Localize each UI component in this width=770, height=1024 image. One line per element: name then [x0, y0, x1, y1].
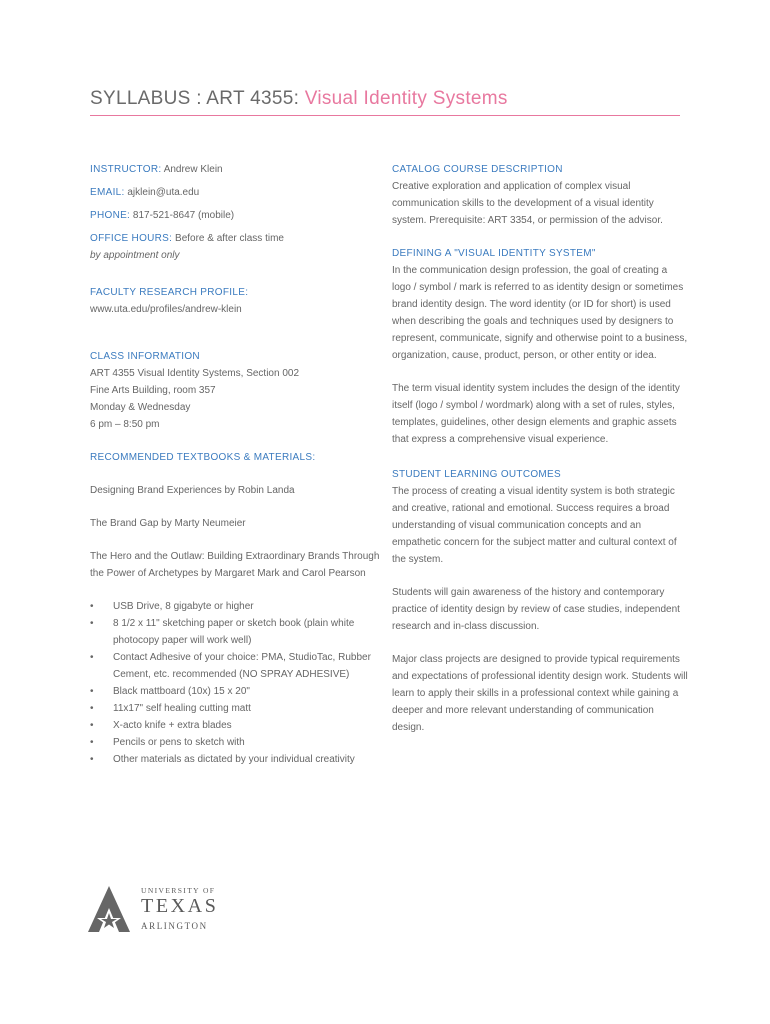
outcomes-paragraph: Major class projects are designed to provide typical requirements and expectations of professional identity design work. Students will learn to apply their skills in a professional context while gaining a deeper and more relevant understanding of communication design. [392, 654, 688, 733]
outcomes-paragraph: Students will gain awareness of the history and contemporary practice of identity design by review of case studies, independent research and in-class discussion. [392, 587, 680, 632]
materials-list [90, 598, 385, 768]
uta-star-a-icon [84, 884, 134, 934]
bullet: • [90, 720, 94, 731]
title-main: SYLLABUS : ART 4355: [90, 88, 305, 109]
instructor-label: INSTRUCTOR: [90, 164, 162, 175]
phone-label: PHONE: [90, 210, 131, 221]
email-label: EMAIL: [90, 187, 125, 198]
office-hours-line [90, 230, 385, 247]
textbook-item: The Brand Gap by Marty Neumeier [90, 518, 246, 529]
title-highlight: Visual Identity Systems [304, 88, 508, 109]
left-column [90, 161, 385, 768]
logo-line-texas: TEXAS [141, 895, 219, 917]
textbooks-label: RECOMMENDED TEXTBOOKS & MATERIALS: [90, 452, 316, 463]
instructor-name: Andrew Klein [163, 164, 223, 175]
bullet: • [90, 737, 94, 748]
research-profile-url[interactable]: www.uta.edu/profiles/andrew-klein [90, 304, 242, 315]
bullet: • [90, 703, 94, 714]
defining-paragraph: In the communication design profession, the goal of creating a logo / symbol / mark is referred to as identity design or sometimes brand identity design. The word identity (or ID for short) is used when describing the goals and techniques used by designers to represent, communicate, signify and otherwise point to a business, organization, cause, product, person, or other entity or idea. [392, 265, 688, 361]
uta-logo [84, 884, 244, 934]
title-rule [90, 115, 680, 116]
list-item [90, 717, 385, 734]
catalog-text: Creative exploration and application of complex visual communication skills to the development of a visual identity system. Prerequisite: ART 3354, or permission of the advisor. [392, 181, 663, 226]
material-text: USB Drive, 8 gigabyte or higher [113, 601, 254, 612]
page-title [90, 88, 680, 110]
list-item [90, 683, 385, 700]
material-text: Pencils or pens to sketch with [113, 737, 245, 748]
bullet: • [90, 686, 94, 697]
outcomes-paragraph: The process of creating a visual identity system is both strategic and creative, rational and emotional. Success requires a broad understanding of visual communication concepts and an empathetic concern for the subject matter and cultural context of the system. [392, 486, 677, 565]
office-hours-value: Before & after class time [175, 233, 284, 244]
textbook-item: Designing Brand Experiences by Robin Landa [90, 485, 295, 496]
class-info-line: Monday & Wednesday [90, 402, 191, 413]
class-info-line: ART 4355 Visual Identity Systems, Section 002 [90, 368, 300, 379]
logo-line-university: UNIVERSITY OF [141, 886, 216, 895]
list-item [90, 751, 385, 768]
logo-line-arlington: ARLINGTON [141, 921, 208, 931]
material-text: 8 1/2 x 11" sketching paper or sketch book (plain white photocopy paper will work well) [113, 618, 355, 646]
bullet: • [90, 601, 94, 612]
list-item [90, 615, 385, 649]
list-item [90, 734, 385, 751]
list-item [90, 598, 385, 615]
instructor-line [90, 161, 385, 178]
right-column [392, 161, 688, 736]
phone-line [90, 207, 385, 224]
class-info-line: Fine Arts Building, room 357 [90, 385, 216, 396]
class-info-label: CLASS INFORMATION [90, 351, 200, 362]
material-text: Contact Adhesive of your choice: PMA, StudioTac, Rubber Cement, etc. recommended (NO SPRAY ADHESIVE) [113, 652, 371, 680]
material-text: X-acto knife + extra blades [113, 720, 232, 731]
research-profile-label: FACULTY RESEARCH PROFILE: [90, 287, 249, 298]
list-item [90, 700, 385, 717]
office-hours-note: by appointment only [90, 250, 180, 261]
bullet: • [90, 754, 94, 765]
bullet: • [90, 652, 94, 663]
catalog-label: CATALOG COURSE DESCRIPTION [392, 164, 563, 175]
bullet: • [90, 618, 94, 629]
office-hours-label: OFFICE HOURS: [90, 233, 173, 244]
defining-paragraph: The term visual identity system includes the design of the identity itself (logo / symbol / wordmark) along with a set of rules, styles, templates, guidelines, other design elements and graphic assets that express a comprehensive visual experience. [392, 383, 680, 445]
material-text: Black mattboard (10x) 15 x 20" [113, 686, 250, 697]
email-value[interactable]: ajklein@uta.edu [127, 187, 200, 198]
outcomes-label: STUDENT LEARNING OUTCOMES [392, 469, 561, 480]
email-line [90, 184, 385, 201]
textbook-item: The Hero and the Outlaw: Building Extraordinary Brands Through the Power of Archetypes by Margaret Mark and Carol Pearson [90, 551, 380, 579]
material-text: 11x17" self healing cutting matt [113, 703, 251, 714]
material-text: Other materials as dictated by your individual creativity [113, 754, 355, 765]
phone-value: 817-521-8647 (mobile) [132, 210, 235, 221]
class-info-line: 6 pm – 8:50 pm [90, 419, 160, 430]
defining-label: DEFINING A "VISUAL IDENTITY SYSTEM" [392, 248, 596, 259]
list-item [90, 649, 385, 683]
